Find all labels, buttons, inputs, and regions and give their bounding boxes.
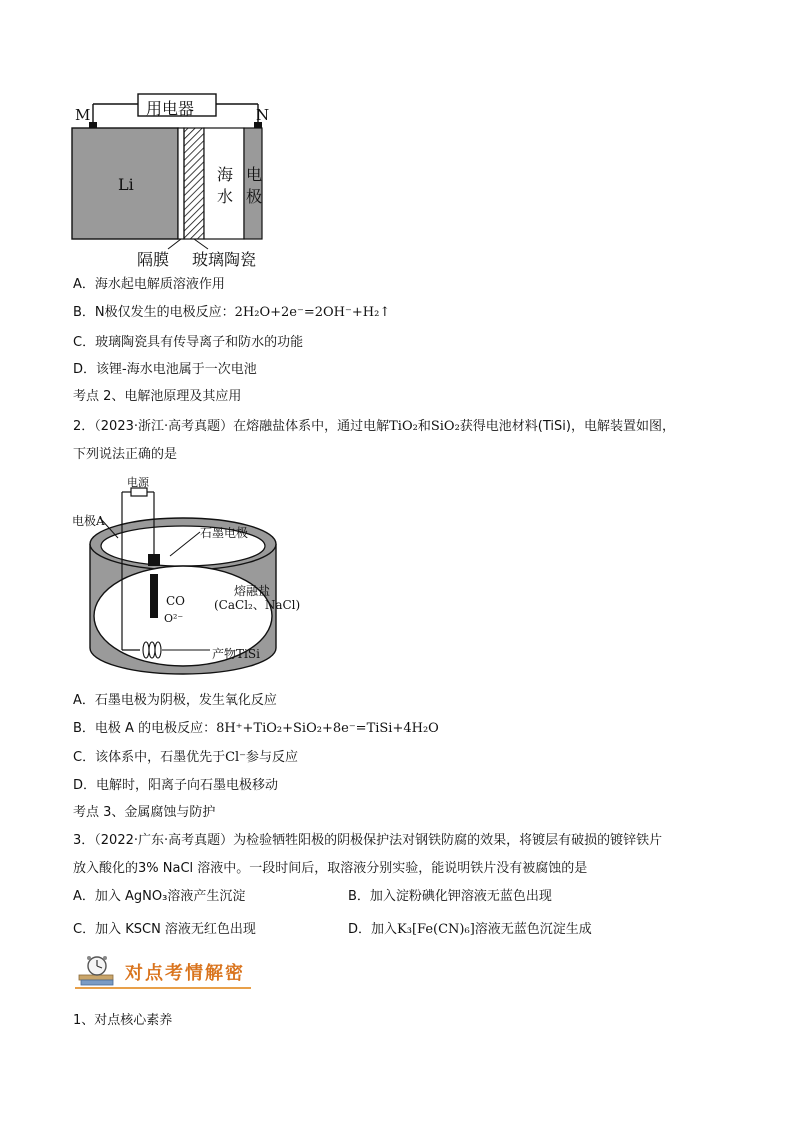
electrode-label-2: 极	[246, 187, 263, 206]
seawater-label-1: 海	[217, 165, 234, 184]
section-2-heading: 考点 2、电解池原理及其应用	[73, 389, 242, 404]
electrolysis-diagram	[70, 470, 310, 680]
membrane-label: 隔膜	[137, 250, 170, 269]
ceramic-label: 玻璃陶瓷	[192, 250, 257, 269]
clock-books-icon	[77, 955, 121, 987]
molten-salt-composition: (CaCl₂、NaCl)	[214, 598, 301, 612]
q2-stem-tio2: TiO₂	[389, 419, 418, 434]
graphite-electrode-label: 石墨电极	[200, 526, 249, 540]
q1-option-b	[73, 304, 390, 322]
product-tisi-label: 产物TiSi	[212, 647, 260, 661]
q3-option-a: A．加入 AgNO₃溶液产生沉淀	[73, 889, 246, 904]
q3-stem-line-2: 放入酸化的3% NaCl 溶液中。一段时间后，取溶液分别实验，能说明铁片没有被腐蚀的是	[73, 861, 588, 876]
banner-underline	[75, 987, 251, 989]
q2-option-c	[73, 749, 298, 767]
electrode-a-label: 电极A	[72, 514, 105, 528]
q2-stem-sio2: SiO₂	[430, 419, 460, 434]
o2-ion-label: O²⁻	[164, 612, 184, 625]
q3-option-b: B．加入淀粉碘化钾溶液无蓝色出现	[348, 889, 552, 904]
q3-option-c: C．加入 KSCN 溶液无红色出现	[73, 922, 256, 937]
q1-option-d: D．该锂-海水电池属于一次电池	[73, 362, 257, 377]
q2-stem-and: 和	[417, 419, 431, 434]
q2-stem-line-2: 下列说法正确的是	[73, 447, 178, 462]
device-label: 用电器	[146, 99, 195, 118]
co-label: CO	[166, 594, 186, 608]
q1-option-b-text: B．N极仅发生的电极反应：	[73, 305, 235, 320]
q3-option-d	[348, 921, 592, 939]
q2-stem-1e: 获得电池材料(TiSi)，电解装置如图，	[459, 419, 675, 434]
core-literacy-heading: 1、对点核心素养	[73, 1013, 173, 1028]
label-m: M	[75, 106, 91, 124]
seawater-label-2: 水	[217, 187, 234, 206]
q2-option-d: D．电解时，阳离子向石墨电极移动	[73, 778, 279, 793]
q2-option-c-pre: C．该体系中，石墨优先于	[73, 750, 226, 765]
q2-option-b-equation: 8H⁺+TiO₂+SiO₂+8e⁻=TiSi+4H₂O	[216, 721, 439, 736]
q3-option-d-formula: K₃[Fe(CN)₆]	[397, 922, 475, 937]
q2-option-c-ion: Cl⁻	[225, 750, 247, 765]
section-3-heading: 考点 3、金属腐蚀与防护	[73, 805, 216, 820]
banner-title: 对点考情解密	[125, 963, 245, 984]
q1-option-a: A．海水起电解质溶液作用	[73, 277, 225, 292]
q2-option-b	[73, 720, 439, 738]
q1-option-c: C．玻璃陶瓷具有传导离子和防水的功能	[73, 335, 304, 350]
q2-option-c-post: 参与反应	[246, 750, 299, 765]
q3-stem-line-1: 3．（2022·广东·高考真题）为检验牺牲阳极的阴极保护法对钢铁防腐的效果，将镀层有破损的镀锌铁片	[73, 833, 663, 848]
power-label: 电源	[127, 476, 149, 489]
electrode-label-1: 电	[246, 165, 263, 184]
q2-stem-line-1	[73, 418, 675, 436]
label-n: N	[256, 106, 270, 124]
q2-stem-1a: 2．（2023·浙江·高考真题）在熔融盐体系中，通过电解	[73, 419, 390, 434]
q2-option-a: A．石墨电极为阴极，发生氧化反应	[73, 693, 277, 708]
molten-salt-label: 熔融盐	[234, 584, 271, 598]
q2-option-b-text: B．电极 A 的电极反应：	[73, 721, 217, 736]
li-label: Li	[118, 175, 134, 194]
section-banner	[75, 955, 251, 989]
q3-option-d-pre: D．加入	[348, 922, 398, 937]
q3-option-d-post: 溶液无蓝色沉淀生成	[474, 922, 592, 937]
q1-option-b-equation: 2H₂O+2e⁻=2OH⁻+H₂↑	[234, 305, 391, 320]
